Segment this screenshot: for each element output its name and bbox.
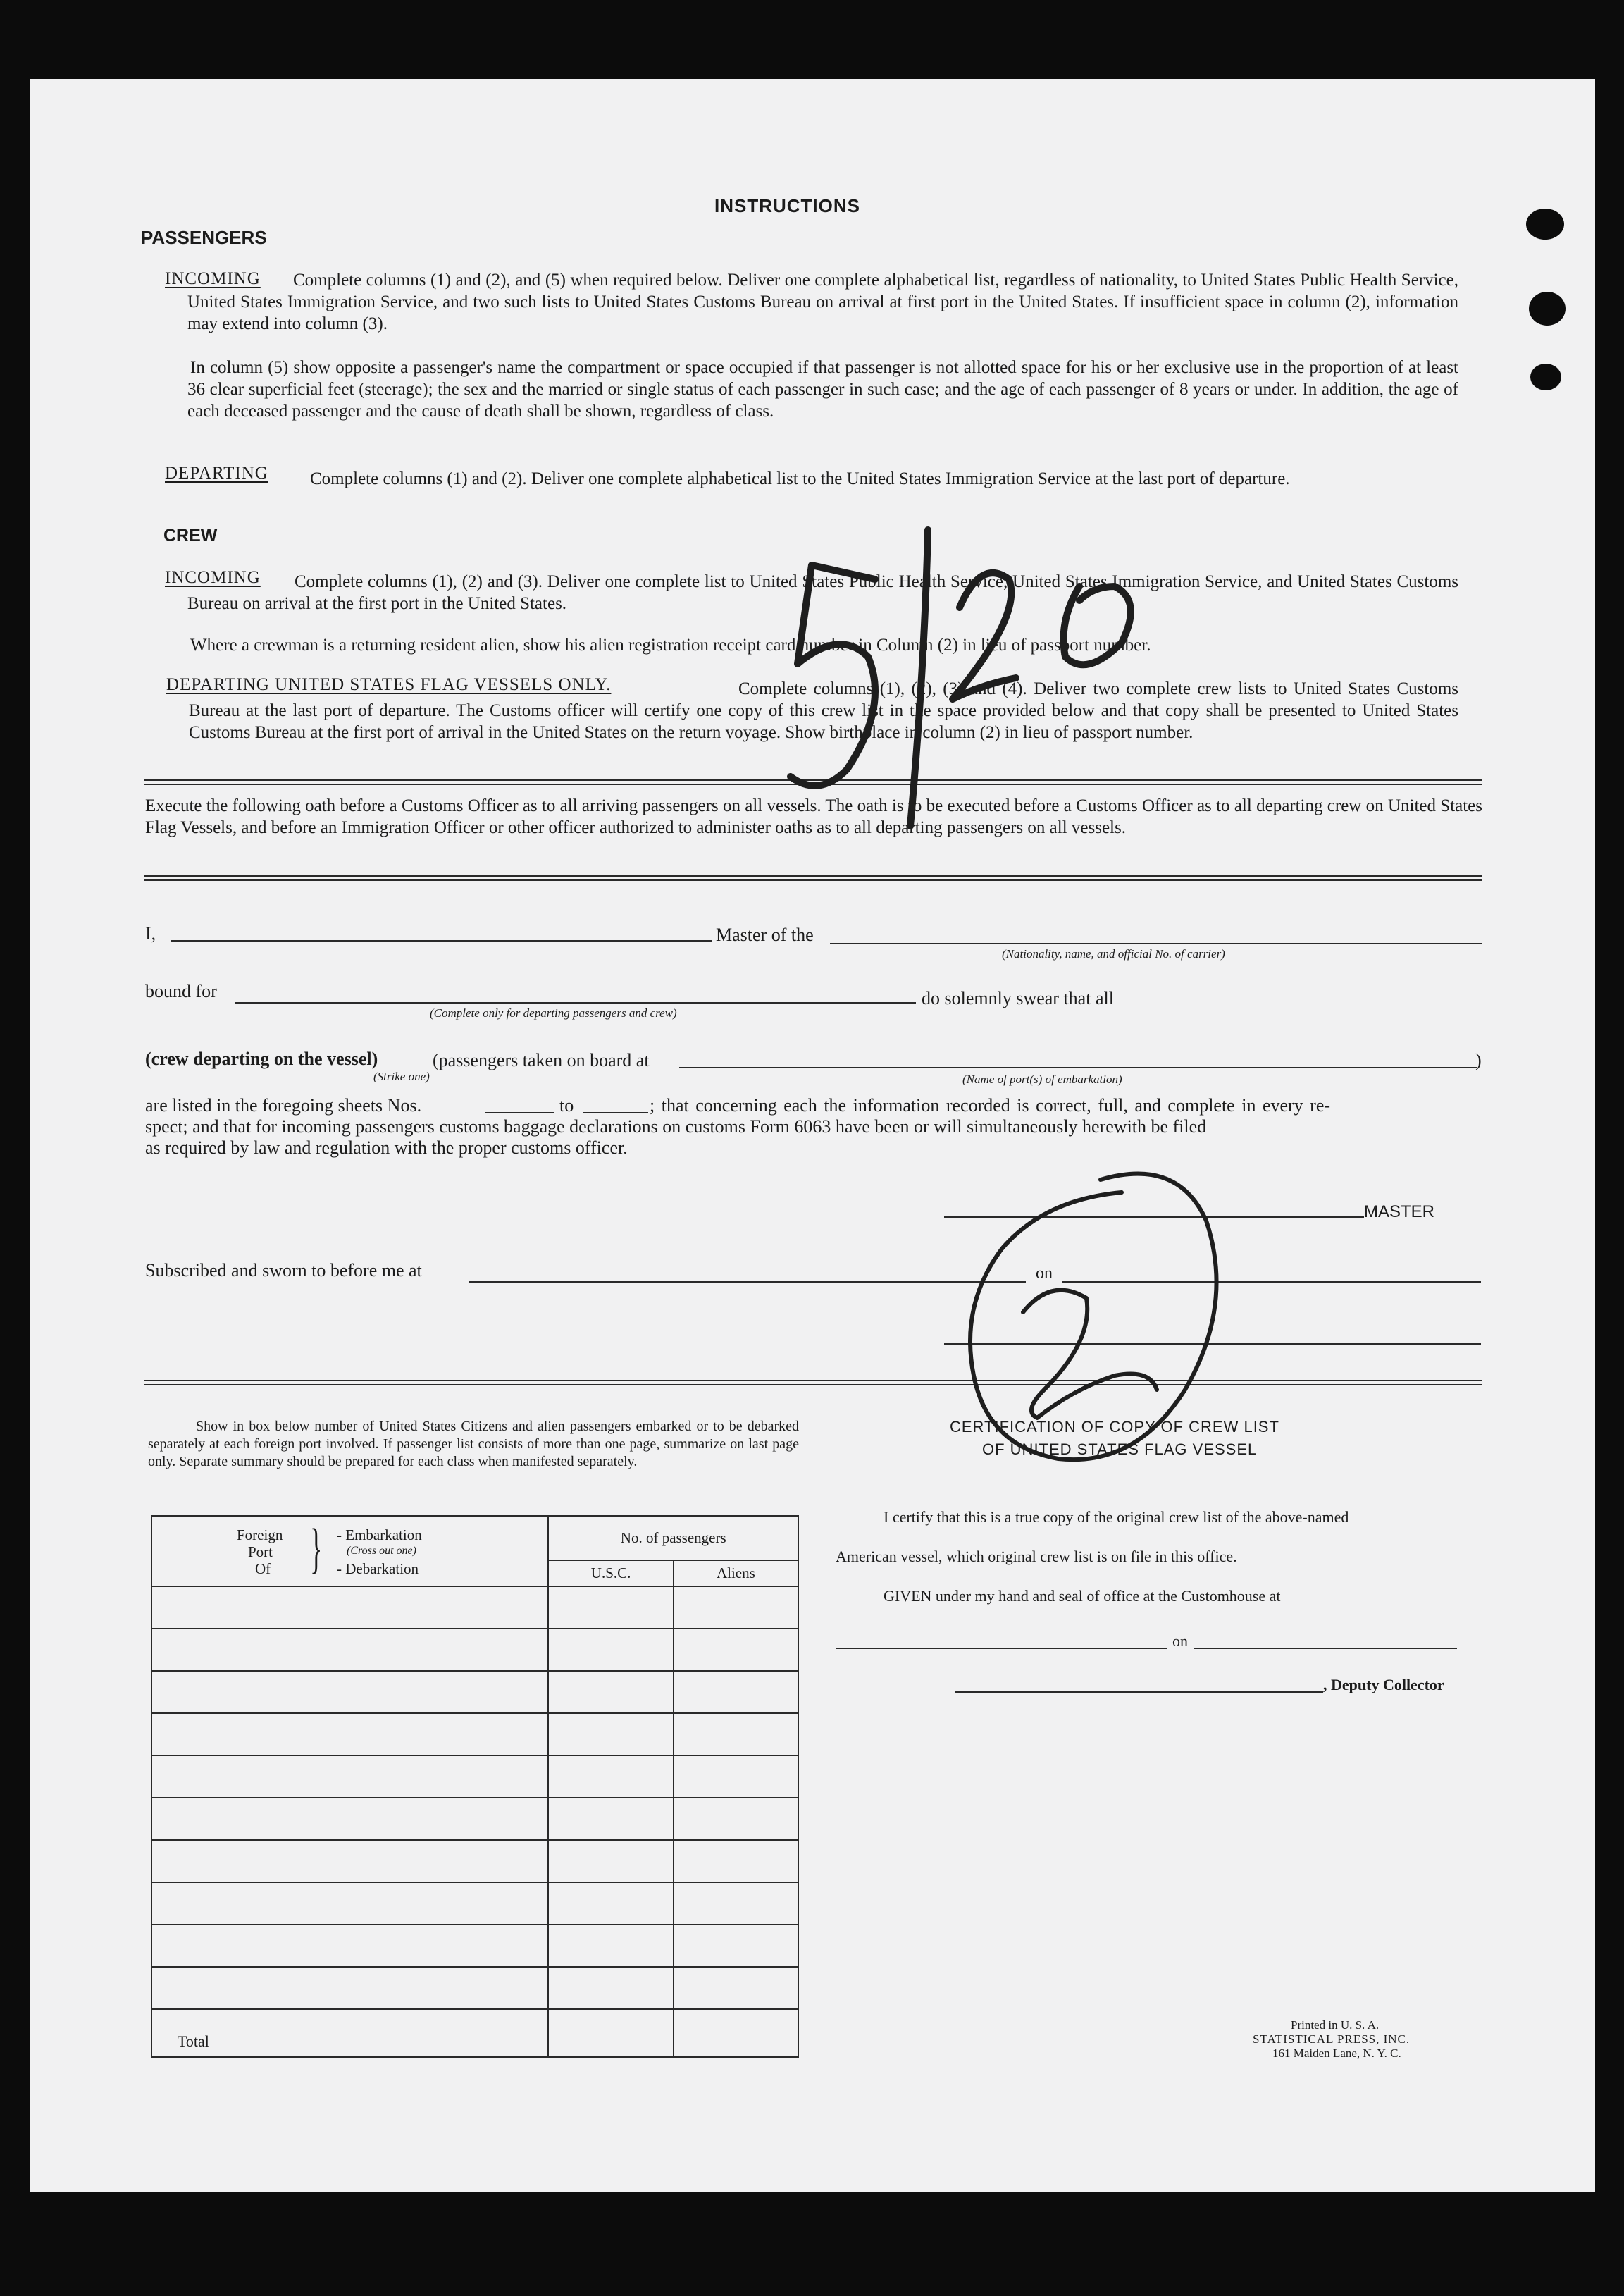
- aliens-cell[interactable]: [674, 1713, 798, 1755]
- master-name-line[interactable]: [171, 940, 712, 942]
- of-label: Of: [255, 1560, 271, 1577]
- aliens-cell[interactable]: [674, 1671, 798, 1713]
- crew-departing-strike: [145, 1049, 378, 1070]
- debarkation-label: - Debarkation: [337, 1560, 419, 1577]
- cross-out-caption: (Cross out one): [347, 1545, 416, 1557]
- strike-one-caption: (Strike one): [373, 1070, 430, 1083]
- subscribed-label: Subscribed and sworn to before me at: [145, 1260, 422, 1280]
- table-row: [151, 1713, 798, 1755]
- usc-total-cell[interactable]: [548, 2009, 673, 2057]
- passengers-heading: PASSENGERS: [141, 227, 267, 248]
- embarkation-label: - Embarkation: [337, 1526, 422, 1543]
- aliens-cell[interactable]: [674, 1967, 798, 2009]
- printer-line2: STATISTICAL PRESS, INC.: [1253, 2032, 1411, 2046]
- foreign-port-header: [151, 1516, 548, 1586]
- ports-line[interactable]: [679, 1067, 1477, 1068]
- crew-returning-text: Where a crewman is a returning resident alien, show his alien registration receipt card number in Column (2) in lieu of passport number.: [190, 636, 1151, 655]
- aliens-cell[interactable]: [674, 1586, 798, 1629]
- summary-instructions: Show in box below number of United States Citizens and alien passengers embarked or to be debarked separately at each foreign port involved. If passenger list consists of more than one page, summarize on last page only. Separate summary should be prepared for each class when manifested separately.: [148, 1419, 799, 1469]
- usc-cell[interactable]: [548, 1586, 673, 1629]
- deputy-collector-line[interactable]: [955, 1691, 1323, 1693]
- listed-line2: spect; and that for incoming passengers customs baggage declarations on customs Form 6063 have been or will simultaneously herewith be filed: [145, 1116, 1207, 1137]
- customhouse-line[interactable]: [836, 1648, 1167, 1649]
- usc-cell[interactable]: [548, 1840, 673, 1882]
- table-row: [151, 1671, 798, 1713]
- passengers-departing-text: Complete columns (1) and (2). Deliver one complete alphabetical list to the United States Immigration Service at the last port of departure.: [310, 469, 1290, 488]
- port-cell[interactable]: [151, 1713, 548, 1755]
- total-row: [151, 2009, 798, 2057]
- bound-for-line[interactable]: [235, 1002, 916, 1004]
- crew-departing-text: Complete columns (1), (2), (3) and (4). Deliver two complete crew lists to United States Customs Bureau at the last port of departure. The Customs officer will certify one copy of this crew list in the space provided below and that copy shall be presented to United States Customs Bureau at the first port of arrival in the United States on the return voyage. Show birthplace in column (2) in lieu of passport number.: [189, 679, 1458, 742]
- usc-cell[interactable]: [548, 1967, 673, 2009]
- aliens-cell[interactable]: [674, 1629, 798, 1671]
- usc-header: U.S.C.: [548, 1560, 673, 1586]
- subscribed-on-label: on: [1036, 1264, 1053, 1283]
- aliens-cell[interactable]: [674, 1925, 798, 1967]
- certification-heading-line2: OF UNITED STATES FLAG VESSEL: [982, 1440, 1258, 1458]
- certification-date-line[interactable]: [1194, 1648, 1457, 1649]
- brace-icon: }: [310, 1517, 323, 1579]
- crew-departing-text: (crew departing on the vessel): [145, 1049, 378, 1069]
- passengers-taken-text: (passengers taken on board at: [433, 1050, 650, 1070]
- port-cell[interactable]: [151, 1629, 548, 1671]
- certification-heading-line1: CERTIFICATION OF COPY OF CREW LIST: [950, 1418, 1279, 1436]
- instructions-title: INSTRUCTIONS: [714, 195, 860, 216]
- punch-hole: [1529, 292, 1566, 326]
- listed-line3: as required by law and regulation with the proper customs officer.: [145, 1137, 628, 1158]
- passengers-departing-label: DEPARTING: [165, 464, 268, 483]
- port-cell[interactable]: [151, 1755, 548, 1798]
- usc-cell[interactable]: [548, 1713, 673, 1755]
- table-row: [151, 1840, 798, 1882]
- punch-hole: [1526, 209, 1564, 240]
- certification-on-label: on: [1172, 1632, 1188, 1650]
- closing-paren: ): [1475, 1050, 1482, 1070]
- handwritten-circled-number: [946, 1164, 1241, 1474]
- master-label: MASTER: [1364, 1202, 1435, 1221]
- handwritten-sheet-number: [748, 445, 1256, 882]
- passenger-summary-table: [151, 1515, 799, 2058]
- table-row: [151, 1586, 798, 1629]
- bound-for-label: bound for: [145, 981, 217, 1001]
- port-cell[interactable]: [151, 1671, 548, 1713]
- swear-text: do solemnly swear that all: [922, 988, 1114, 1008]
- port-label: Port: [248, 1543, 273, 1560]
- certify-line1: I certify that this is a true copy of the original crew list of the above-named: [884, 1508, 1349, 1526]
- passengers-incoming-text: Complete columns (1) and (2), and (5) when required below. Deliver one complete alphabetical list, regardless of nationality, to United States Public Health Service, United States Immigration Service, and two such lists to United States Customs Bureau on arrival at first port in the United States. If insufficient space in column (2), information may extend into column (3).: [187, 271, 1458, 333]
- no-of-passengers-header: No. of passengers: [548, 1516, 798, 1560]
- punch-hole: [1530, 364, 1561, 390]
- oath-i-label: I,: [145, 923, 156, 944]
- passengers-incoming-label: INCOMING: [165, 269, 261, 288]
- aliens-header: Aliens: [674, 1560, 798, 1586]
- printer-line1: Printed in U. S. A.: [1291, 2018, 1380, 2032]
- total-label: Total: [151, 2009, 548, 2057]
- port-cell[interactable]: [151, 1967, 548, 2009]
- usc-cell[interactable]: [548, 1882, 673, 1925]
- crew-incoming-label: INCOMING: [165, 568, 261, 587]
- aliens-cell[interactable]: [674, 1840, 798, 1882]
- foreign-label: Foreign: [237, 1526, 283, 1543]
- subscribed-place-line[interactable]: [469, 1281, 1026, 1283]
- printer-line3: 161 Maiden Lane, N. Y. C.: [1272, 2047, 1401, 2060]
- table-row: [151, 1967, 798, 2009]
- passengers-column5-text: In column (5) show opposite a passenger's name the compartment or space occupied if that passenger is not allotted space for his or her exclusive use in the proportion of at least 36 clear superficial feet (steerage); the sex and the married or single status of each passenger in such case; and the age of each passenger of 8 years or under. In addition, the age of each deceased passenger and the cause of death shall be shown, regardless of class.: [187, 358, 1458, 421]
- usc-cell[interactable]: [548, 1925, 673, 1967]
- bound-for-caption: (Complete only for departing passengers and crew): [430, 1006, 677, 1020]
- given-text: GIVEN under my hand and seal of office at the Customhouse at: [884, 1587, 1281, 1605]
- listed-line1-to: to: [559, 1095, 574, 1116]
- table-row: [151, 1755, 798, 1798]
- listed-line1-b: ; that concerning each the information recorded is correct, full, and complete in every re-: [650, 1095, 1331, 1116]
- port-cell[interactable]: [151, 1798, 548, 1840]
- port-cell[interactable]: [151, 1882, 548, 1925]
- crew-departing-label: DEPARTING UNITED STATES FLAG VESSELS ONLY.: [166, 675, 612, 694]
- oath-preamble: Execute the following oath before a Customs Officer as to all arriving passengers on all vessels. The oath is to be executed before a Customs Officer as to all departing crew on United States Flag Vessels, and before an Immigration Officer or other officer authorized to administer oaths as to all departing passengers on all vessels.: [145, 796, 1482, 837]
- deputy-collector-label: , Deputy Collector: [1323, 1676, 1444, 1693]
- table-row: [151, 1629, 798, 1671]
- certify-line2: American vessel, which original crew list is on file in this office.: [836, 1548, 1237, 1565]
- carrier-line[interactable]: [830, 943, 1482, 944]
- usc-cell[interactable]: [548, 1798, 673, 1840]
- usc-cell[interactable]: [548, 1671, 673, 1713]
- aliens-total-cell[interactable]: [674, 2009, 798, 2057]
- crew-incoming-text: Complete columns (1), (2) and (3). Deliver one complete list to United States Public Health Service, United States Immigration Service, and United States Customs Bureau on arrival at the first port in the United States.: [187, 572, 1458, 613]
- table-row: [151, 1798, 798, 1840]
- listed-line1-a: are listed in the foregoing sheets Nos.: [145, 1095, 422, 1116]
- table-row: [151, 1882, 798, 1925]
- divider-double: [144, 1380, 1482, 1385]
- sheet-from-line[interactable]: [485, 1112, 554, 1113]
- aliens-cell[interactable]: [674, 1882, 798, 1925]
- aliens-cell[interactable]: [674, 1755, 798, 1798]
- table-row: [151, 1925, 798, 1967]
- crew-heading: CREW: [163, 526, 218, 545]
- master-of-label: Master of the: [716, 925, 814, 945]
- form-sheet: [30, 79, 1595, 2192]
- aliens-cell[interactable]: [674, 1798, 798, 1840]
- usc-cell[interactable]: [548, 1755, 673, 1798]
- port-cell[interactable]: [151, 1586, 548, 1629]
- sheet-to-line[interactable]: [583, 1112, 648, 1113]
- port-cell[interactable]: [151, 1925, 548, 1967]
- ports-caption: (Name of port(s) of embarkation): [962, 1073, 1122, 1086]
- usc-cell[interactable]: [548, 1629, 673, 1671]
- carrier-caption: (Nationality, name, and official No. of carrier): [1002, 947, 1225, 961]
- port-cell[interactable]: [151, 1840, 548, 1882]
